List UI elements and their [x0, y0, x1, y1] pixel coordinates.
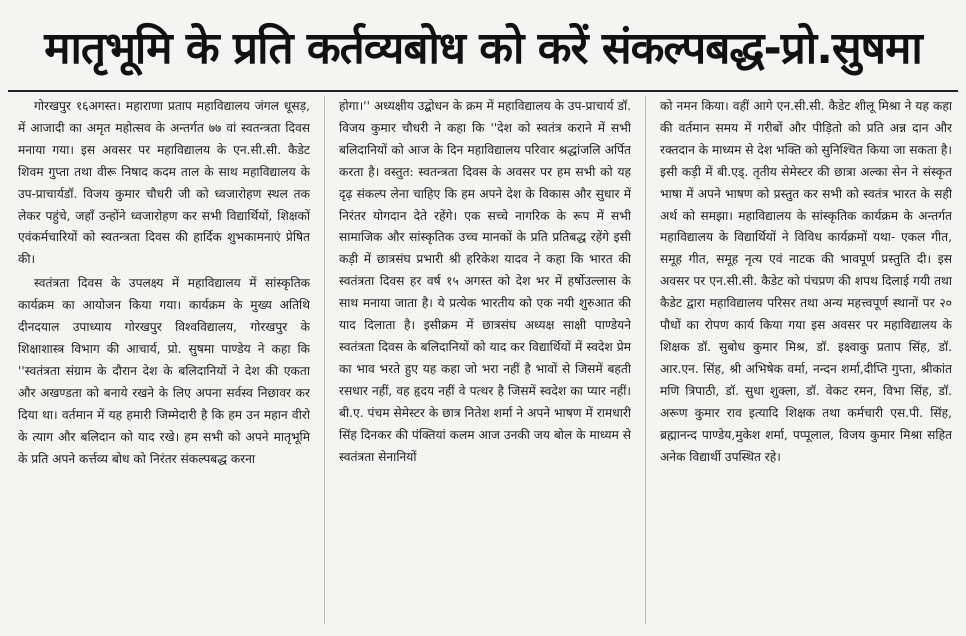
column-3 [660, 96, 952, 624]
headline-rule [8, 90, 958, 92]
column-1 [18, 96, 310, 624]
paragraph: स्वतंत्रता दिवस के उपलक्ष्य में महाविद्यालय में सांस्कृतिक कार्यक्रम का आयोजन किया गया। कार्यक्रम के मुख्य अतिथि दीनदयाल उपाध्याय गोरखपुर विश्वविद्यालय, गोरखपुर के शिक्षाशास्त्र विभाग की आचार्य, प्रो. सुषमा पाण्डेय ने कहा कि ''स्वतंत्रता संग्राम के दौरान देश के बलिदानियों ने देश की एकता और अखण्डता को बनाये रखने के लिए अपना सर्वस्व निछावर कर दिया था। वर्तमान में यह हमारी जिम्मेदारी है कि हम उन महान वीरो के त्याग और बलिदान को याद रखे। हम सभी को अपने मातृभूमि के प्रति अपने कर्त्तव्य बोध को निरंतर संकल्पबद्ध करना [18, 276, 310, 466]
paragraph: गोरखपुर १६अगस्त। महाराणा प्रताप महाविद्यालय जंगल धूसड़, में आजादी का अमृत महोत्सव के अन्तर्गत ७७ वां स्वतन्त्रता दिवस मनाया गया। इस अवसर पर महाविद्यालय के एन.सी.सी. कैडेट शिवम गुप्ता तथा वीरू निषाद कदम ताल के साथ महाविद्यालय के उप-प्राचार्यडॉ. विजय कुमार चौधरी जी को ध्वजारोहण स्थल तक लेकर पहुंचे, जहाँ उन्होंने ध्वजारोहण कर सभी विद्यार्थियों, शिक्षकों एवंकर्मचारियों को स्वतन्त्रता दिवस की हार्दिक शुभकामनाएं प्रेषित की। [18, 99, 310, 267]
paragraph: होगा।'' अध्यक्षीय उद्बोधन के क्रम में महाविद्यालय के उप-प्राचार्य डॉ. विजय कुमार चौधरी ने कहा कि ''देश को स्वतंत्र कराने में सभी बलिदानियों को आज के दिन महाविद्यालय परिवार श्रद्धांजलि अर्पित करता है। वस्तुत: स्वतन्त्रता दिवस के अवसर पर हम सभी को यह दृढ़ संकल्प लेना चाहिए कि हम अपने देश के विकास और सुधार में निरंतर योगदान देते रहेंगे। एक सच्चे नागरिक के रूप में सभी सामाजिक और सांस्कृतिक उच्च मानकों के प्रति प्रतिबद्ध रहेंगे इसी कड़ी में छात्रसंघ प्रभारी श्री हरिकेश यादव ने कहा कि भारत की स्वतंत्रता दिवस हर वर्ष १५ अगस्त को देश भर में हर्षोउल्लास के साथ मनाया जाता है। ये प्रत्येक भारतीय को एक नयी शुरुआत की याद दिलाता है। इसीक्रम में छात्रसंघ अध्यक्ष साक्षी पाण्डेयने स्वतंत्रता दिवस के बलिदानियों को याद कर विद्यार्थियों में स्वदेश प्रेम का भाव भरते हुए यह कहा जो भरा नहीं है भावों से जिसमें बहती रसधार नहीं, वह हृदय नहीं वे पत्थर है जिसमें स्वदेश का प्यार नहीं।बी.ए. पंचम सेमेस्टर के छात्र नितेश शर्मा ने अपने भाषण में रामधारी सिंह दिनकर की पंक्तियां कलम आज उनकी जय बोल के माध्यम से स्वतंत्रता सेनानियों [339, 99, 631, 464]
column-divider [324, 96, 325, 624]
paragraph: को नमन किया। वहीं आगे एन.सी.सी. कैडेट शीलू मिश्रा ने यह कहा की वर्तमान समय में गरीबों और पीड़ितो को प्रति अन्न दान और रक्तदान के माध्यम से देश भक्ति को सुनिश्चित किया जा सकता है। इसी कड़ी में बी.एड्. तृतीय सेमेस्टर की छात्रा अल्का सेन ने संस्कृत भाषा में अपने भाषण को प्रस्तुत कर सभी को स्वतंत्र भारत के सही अर्थ को समझा। महाविद्यालय के सांस्कृतिक कार्यक्रम के अन्तर्गत महाविद्यालय के विद्यार्थियों ने विविध कार्यक्रमों यथा- एकल गीत, समूह गीत, समूह नृत्य एवं नाटक की भावपूर्ण प्रस्तुति दी। इस अवसर पर एन.सी.सी. कैडेट को पंचप्रण की शपथ दिलाई गयी तथा कैडेट द्वारा महाविद्यालय परिसर तथा अन्य महत्त्वपूर्ण स्थानों पर २० पौधों का रोपण कार्य किया गया इस अवसर पर महाविद्यालय के शिक्षक डॉ. सुबोध कुमार मिश्र, डॉ. इक्ष्वाकु प्रताप सिंह, डॉ. आर.एन. सिंह, श्री अभिषेक वर्मा, नन्दन शर्मा,दीप्ति गुप्ता, श्रीकांत मणि त्रिपाठी, डॉ. सुधा शुक्ला, डॉ. वेकट रमन, विभा सिंह, डॉ. अरूण कुमार राव इत्यादि शिक्षक तथा कर्मचारी एस.पी. सिंह, ब्रह्मानन्द पाण्डेय,मुकेश शर्मा, पप्पूलाल, विजय कुमार मिश्रा सहित अनेक विद्यार्थी उपस्थित रहे। [660, 99, 952, 464]
column-divider [645, 96, 646, 624]
headline: मातृभूमि के प्रति कर्तव्यबोध को करें संकल्पबद्ध-प्रो.सुषमा [44, 23, 922, 74]
article-body [18, 96, 952, 624]
column-2 [339, 96, 631, 624]
